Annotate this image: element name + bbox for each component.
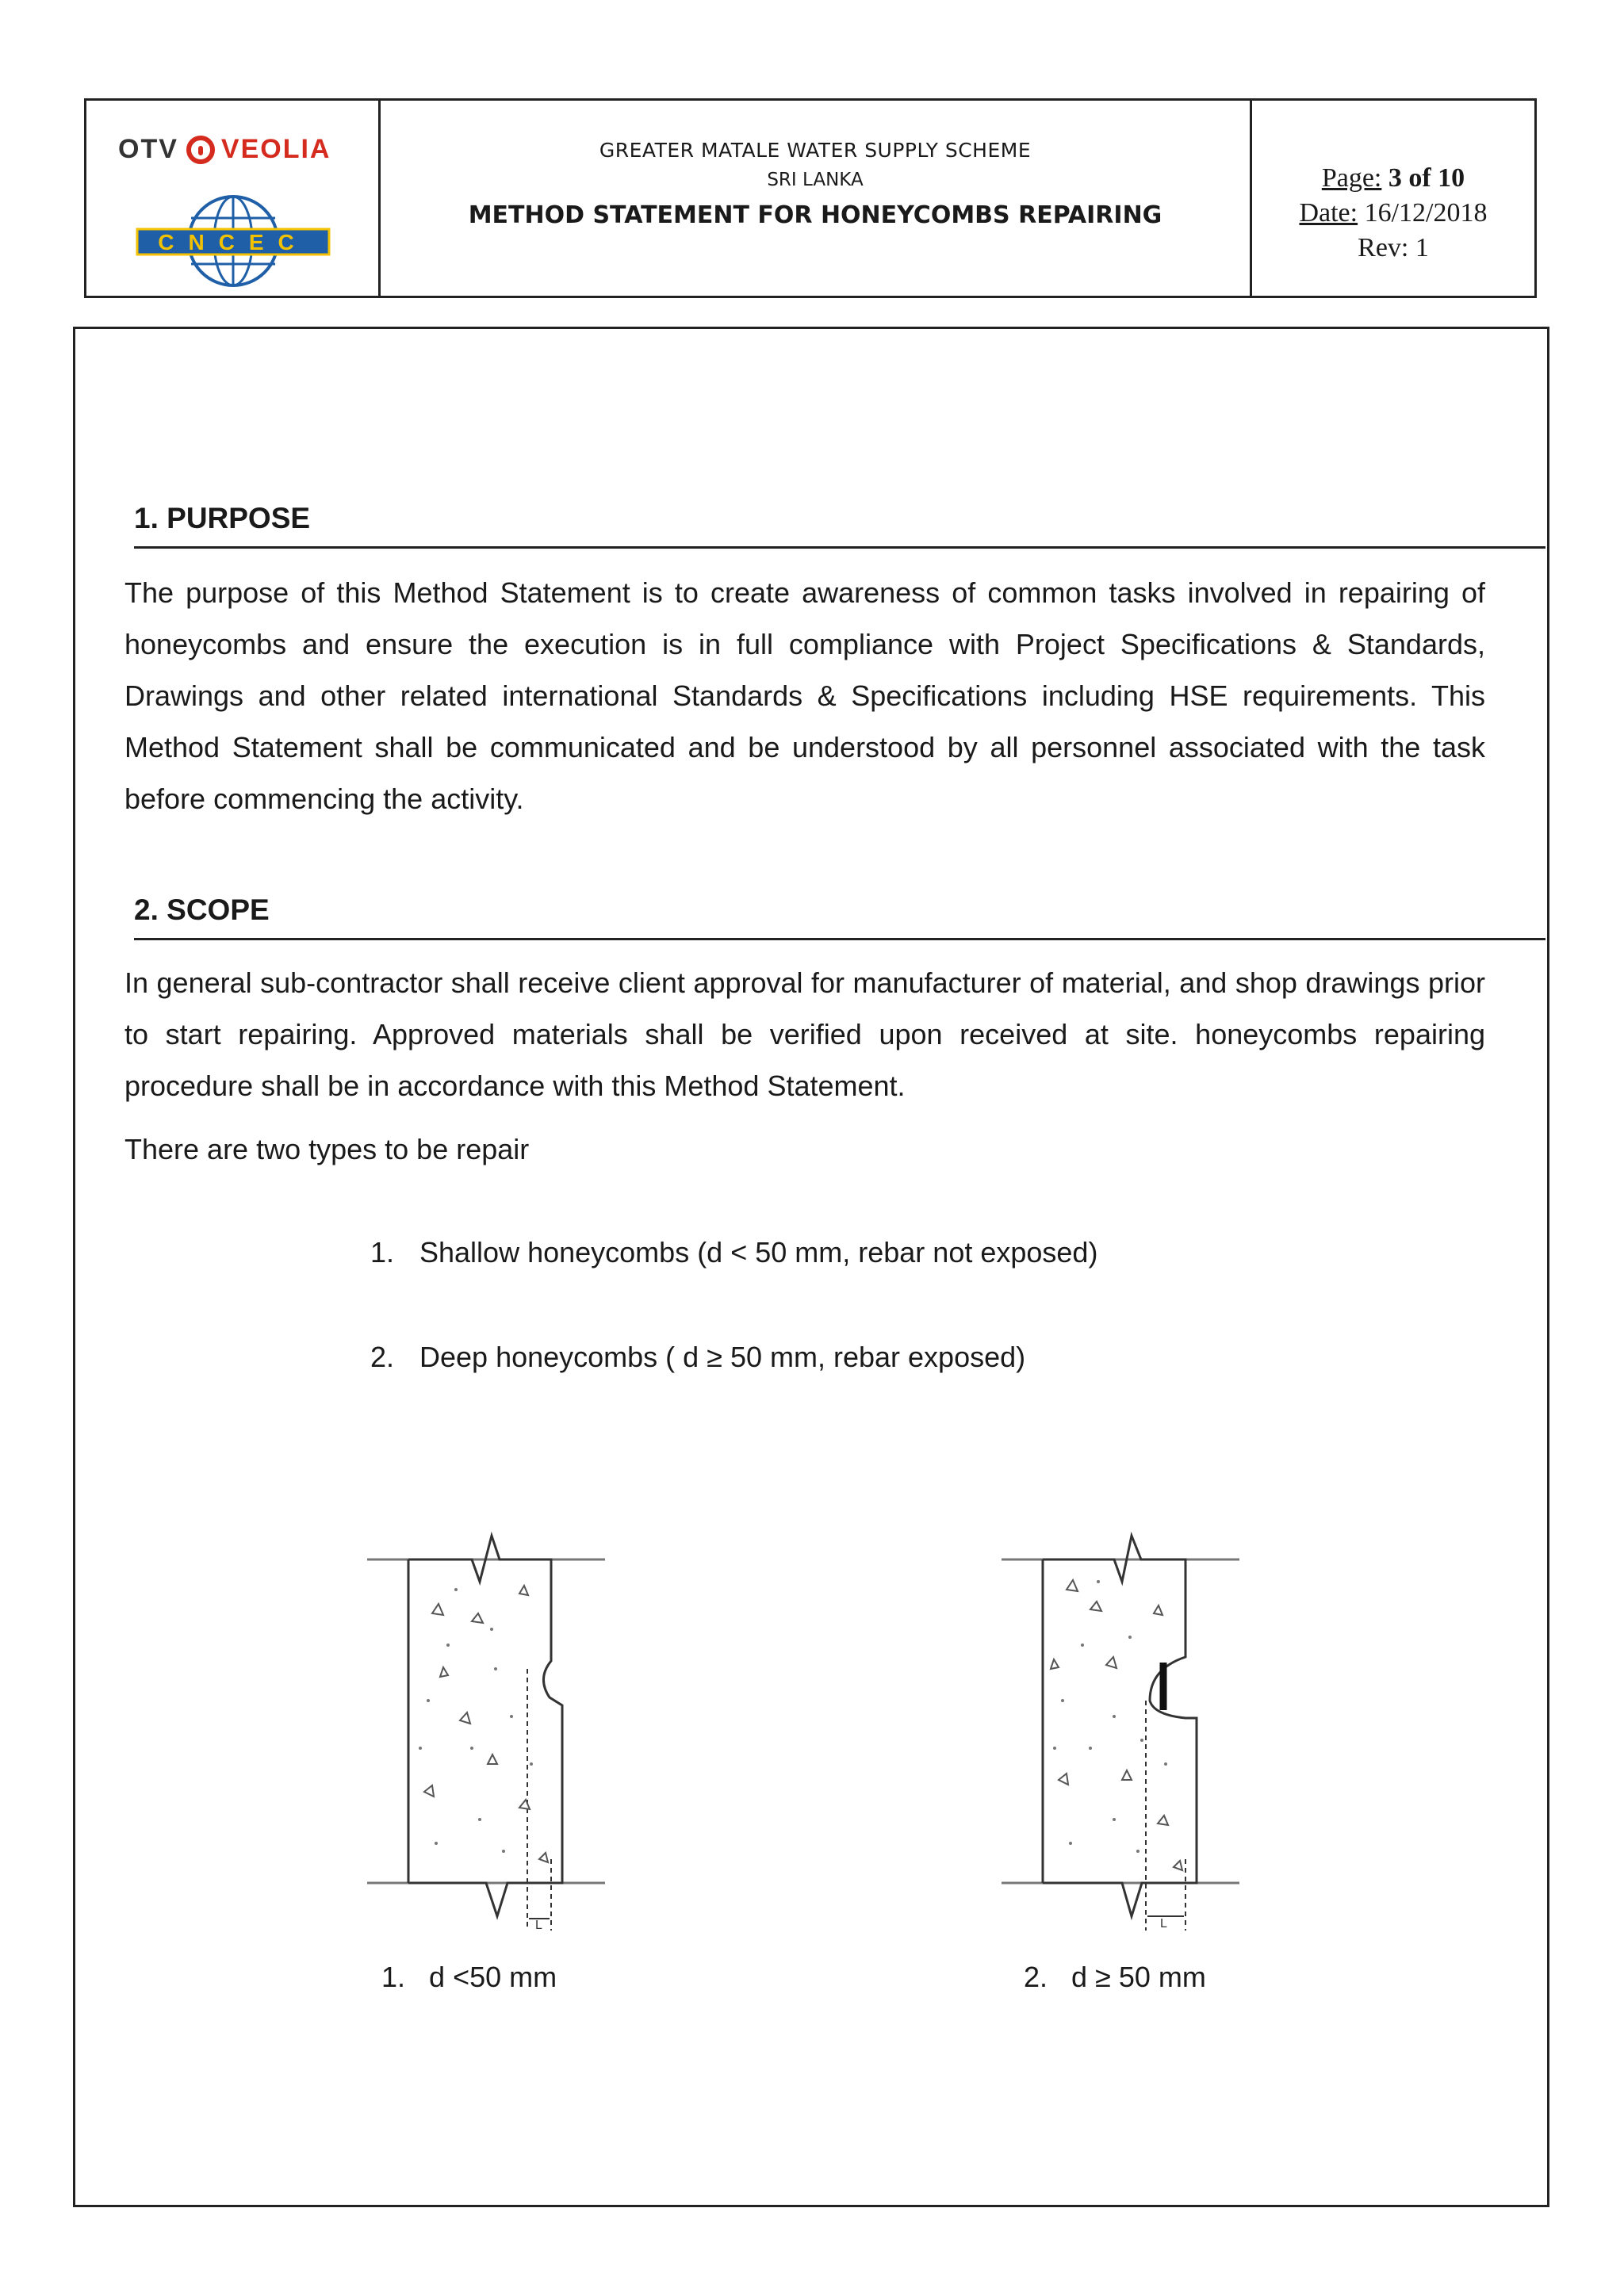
cncec-logo: [134, 194, 332, 288]
title-cell: [381, 101, 1252, 296]
page-number: Page: 3 of 10: [1321, 163, 1465, 193]
purpose-paragraph: The purpose of this Method Statement is to create awareness of common tasks involved in repairing of honeycombs and ensure the execution is in full compliance with Project Specifications & Standards, Drawings and other related international Standards & Specifications including HSE requirements. This Method Statement shall be communicated and be understood by all personnel associated with the task before commencing the activity.: [124, 576, 1485, 815]
doc-date: Date: 16/12/2018: [1299, 198, 1488, 228]
scope-paragraph: In general sub-contractor shall receive client approval for manufacturer of material, and shop drawings prior to start repairing. Approved materials shall be verified upon received at site. honeycombs repairing procedure shall be in accordance with this Method Statement.: [124, 966, 1485, 1102]
list-item: 1. Shallow honeycombs (d < 50 mm, rebar not exposed): [370, 1236, 1098, 1269]
shallow-honeycomb-diagram: [361, 1510, 615, 1938]
scope-heading: 2. SCOPE: [134, 894, 270, 926]
project-name: GREATER MATALE WATER SUPPLY SCHEME: [599, 139, 1032, 162]
content-frame: [73, 327, 1549, 2207]
scope-divider: [134, 938, 1545, 940]
document-title: METHOD STATEMENT FOR HONEYCOMBS REPAIRING: [468, 201, 1162, 229]
otv-veolia-logo: OTV VEOLIA: [118, 134, 331, 164]
country-name: SRI LANKA: [767, 170, 864, 190]
veolia-ring-icon: [186, 136, 215, 164]
dimension-label: L: [1160, 1917, 1167, 1931]
dimension-label: L: [535, 1919, 542, 1932]
list-item: 2. Deep honeycombs ( d ≥ 50 mm, rebar exposed): [370, 1341, 1026, 1373]
figure-caption: 2. d ≥ 50 mm: [1024, 1961, 1206, 1993]
revision: Rev: 1: [1358, 233, 1429, 262]
page-info-cell: [1252, 101, 1534, 296]
logo-cell: [86, 101, 381, 296]
deep-honeycomb-diagram: [995, 1510, 1249, 1938]
purpose-heading: 1. PURPOSE: [134, 502, 311, 534]
document-header: [84, 98, 1537, 298]
types-intro: There are two types to be repair: [124, 1133, 530, 1165]
purpose-divider: [134, 546, 1545, 549]
cncec-text: CNCEC: [158, 230, 308, 254]
figure-caption: 1. d <50 mm: [381, 1961, 557, 1993]
